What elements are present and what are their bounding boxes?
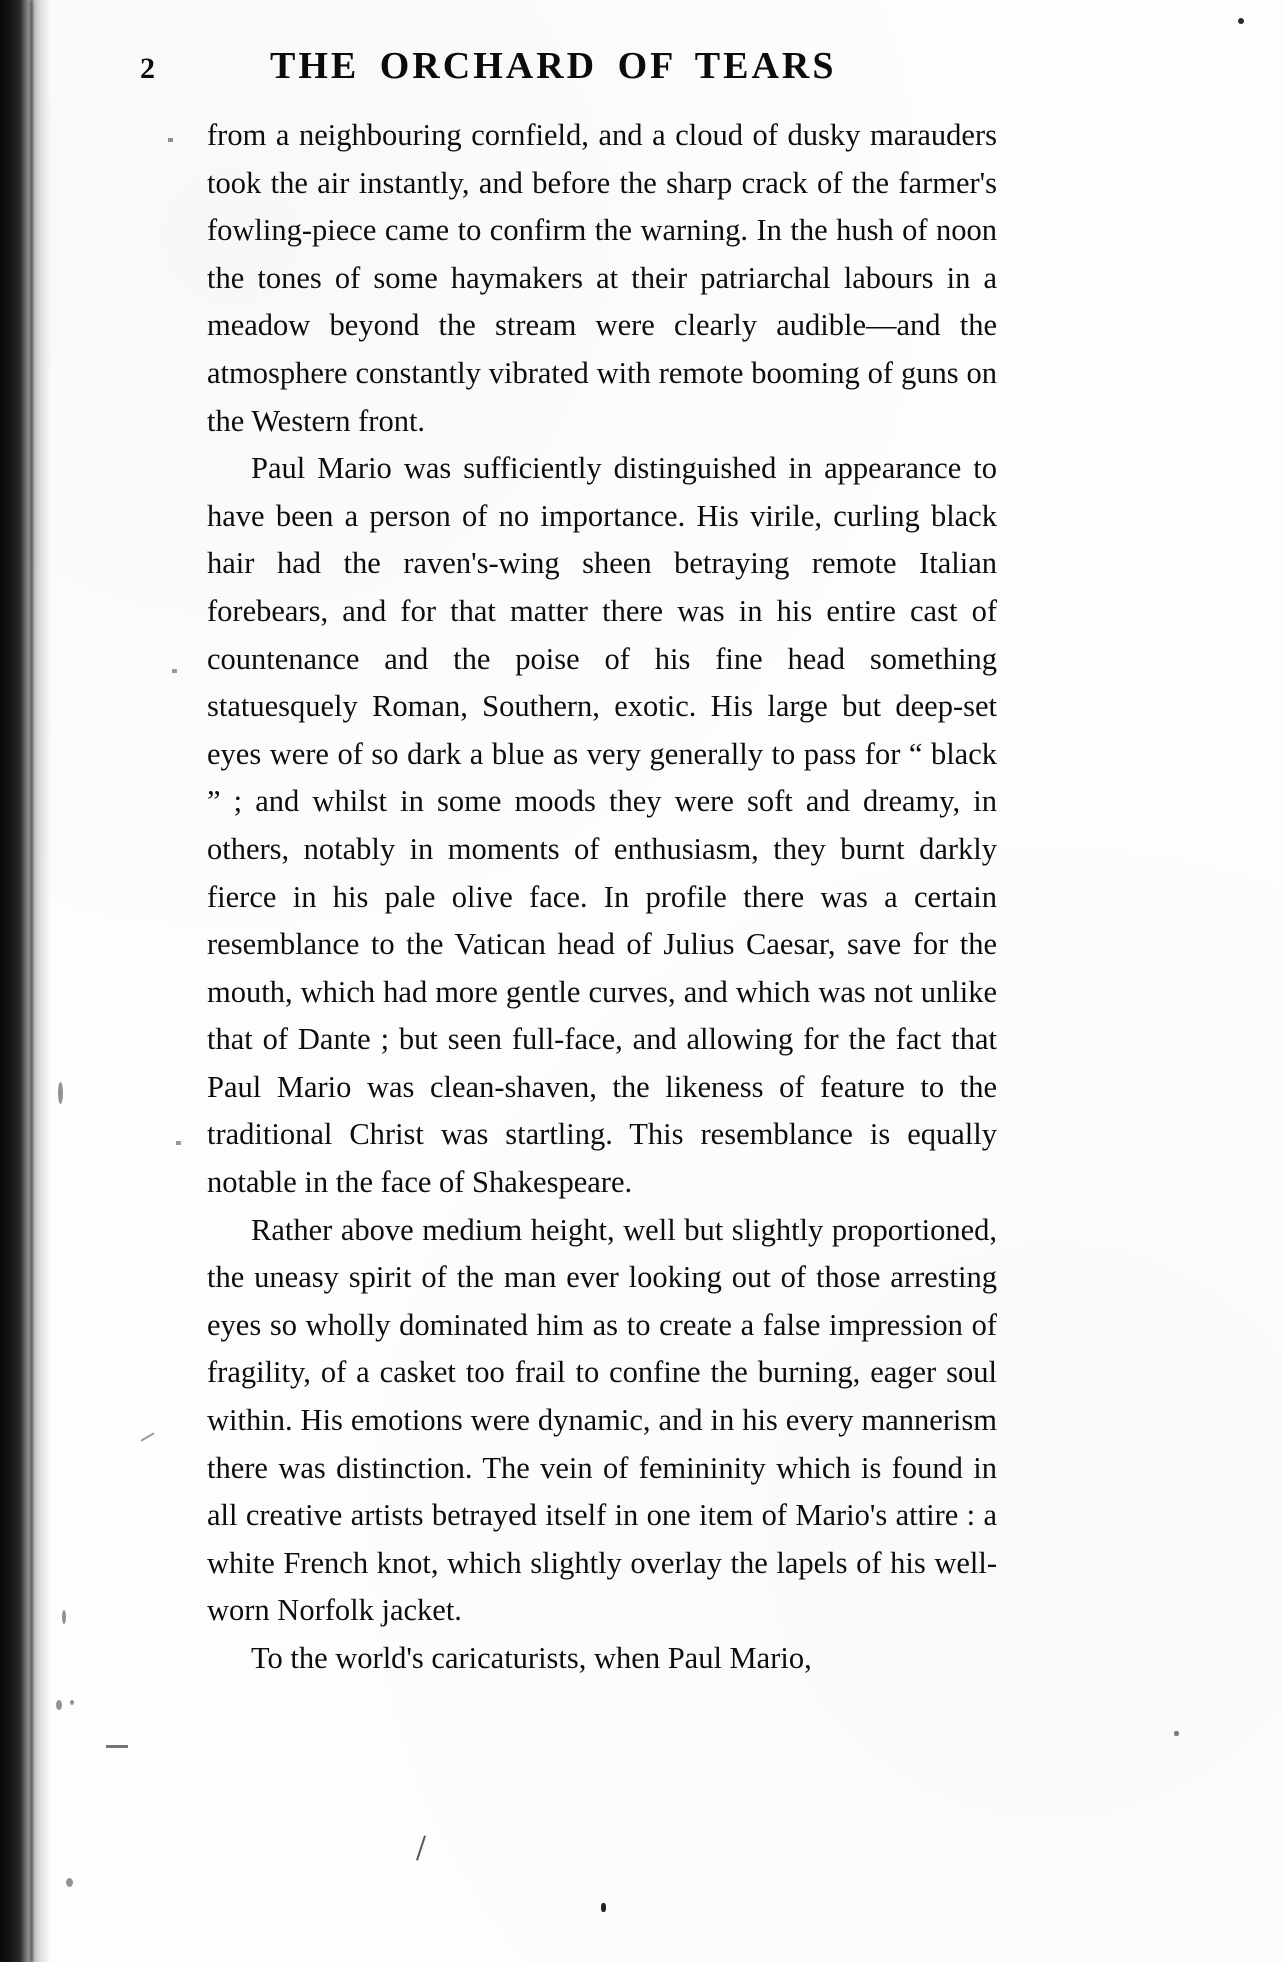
body-text [207, 112, 997, 1683]
margin-tick [141, 1432, 155, 1441]
page-number: 2 [140, 52, 156, 85]
margin-tick [106, 1745, 128, 1748]
margin-tick [176, 1141, 181, 1145]
scan-speck [1174, 1731, 1179, 1736]
paragraph: To the world's caricaturists, when Paul Mario, [251, 1641, 812, 1675]
page-header [140, 44, 1180, 88]
paragraph: Paul Mario was sufficiently distinguished in appearance to have been a person of no importance. His virile, curling black hair had the raven's-wing sheen betraying remote Italian forebears, and for that matter there was in his entire cast of countenance and the poise of his fine head something statuesquely Roman, Southern, exotic. His large but deep-set eyes were of so dark a blue as very generally to pass for “ black ” ; and whilst in some moods they were soft and dreamy, in others, notably in moments of enthusiasm, they burnt darkly fierce in his pale olive face. In profile there was a certain resemblance to the Vatican head of Julius Caesar, save for the mouth, which had more gentle curves, and which was not unlike that of Dante ; but seen full-face, and allowing for the fact that Paul Mario was clean-shaven, the likeness of feature to the traditional Christ was startling. This resemblance is equally notable in the face of Shakespeare. [207, 451, 997, 1200]
running-head: THE ORCHARD OF TEARS [270, 45, 837, 87]
margin-tick [168, 138, 173, 142]
scan-mark [416, 1835, 426, 1860]
paragraph: Rather above medium height, well but slightly proportioned, the uneasy spirit of the man ever looking out of those arresting eyes so wholly dominated him as to create a false impression of fragility, of a casket too frail to confine the burning, eager soul within. His emotions were dynamic, and in his every mannerism there was distinction. The vein of femininity which is found in all creative artists betrayed itself in one item of Mario's attire : a white French knot, which slightly overlay the lapels of his well-worn Norfolk jacket. [207, 1212, 997, 1628]
paragraph: from a neighbouring cornfield, and a cloud of dusky marauders took the air instantly, and before the sharp crack of the farmer's fowling-piece came to confirm the warning. In the hush of noon the tones of some haymakers at their patriarchal labours in a meadow beyond the stream were clearly audible—and the atmosphere constantly vibrated with remote booming of guns on the Western front. [207, 118, 997, 438]
scan-speck [601, 1903, 606, 1912]
margin-tick [172, 669, 177, 673]
